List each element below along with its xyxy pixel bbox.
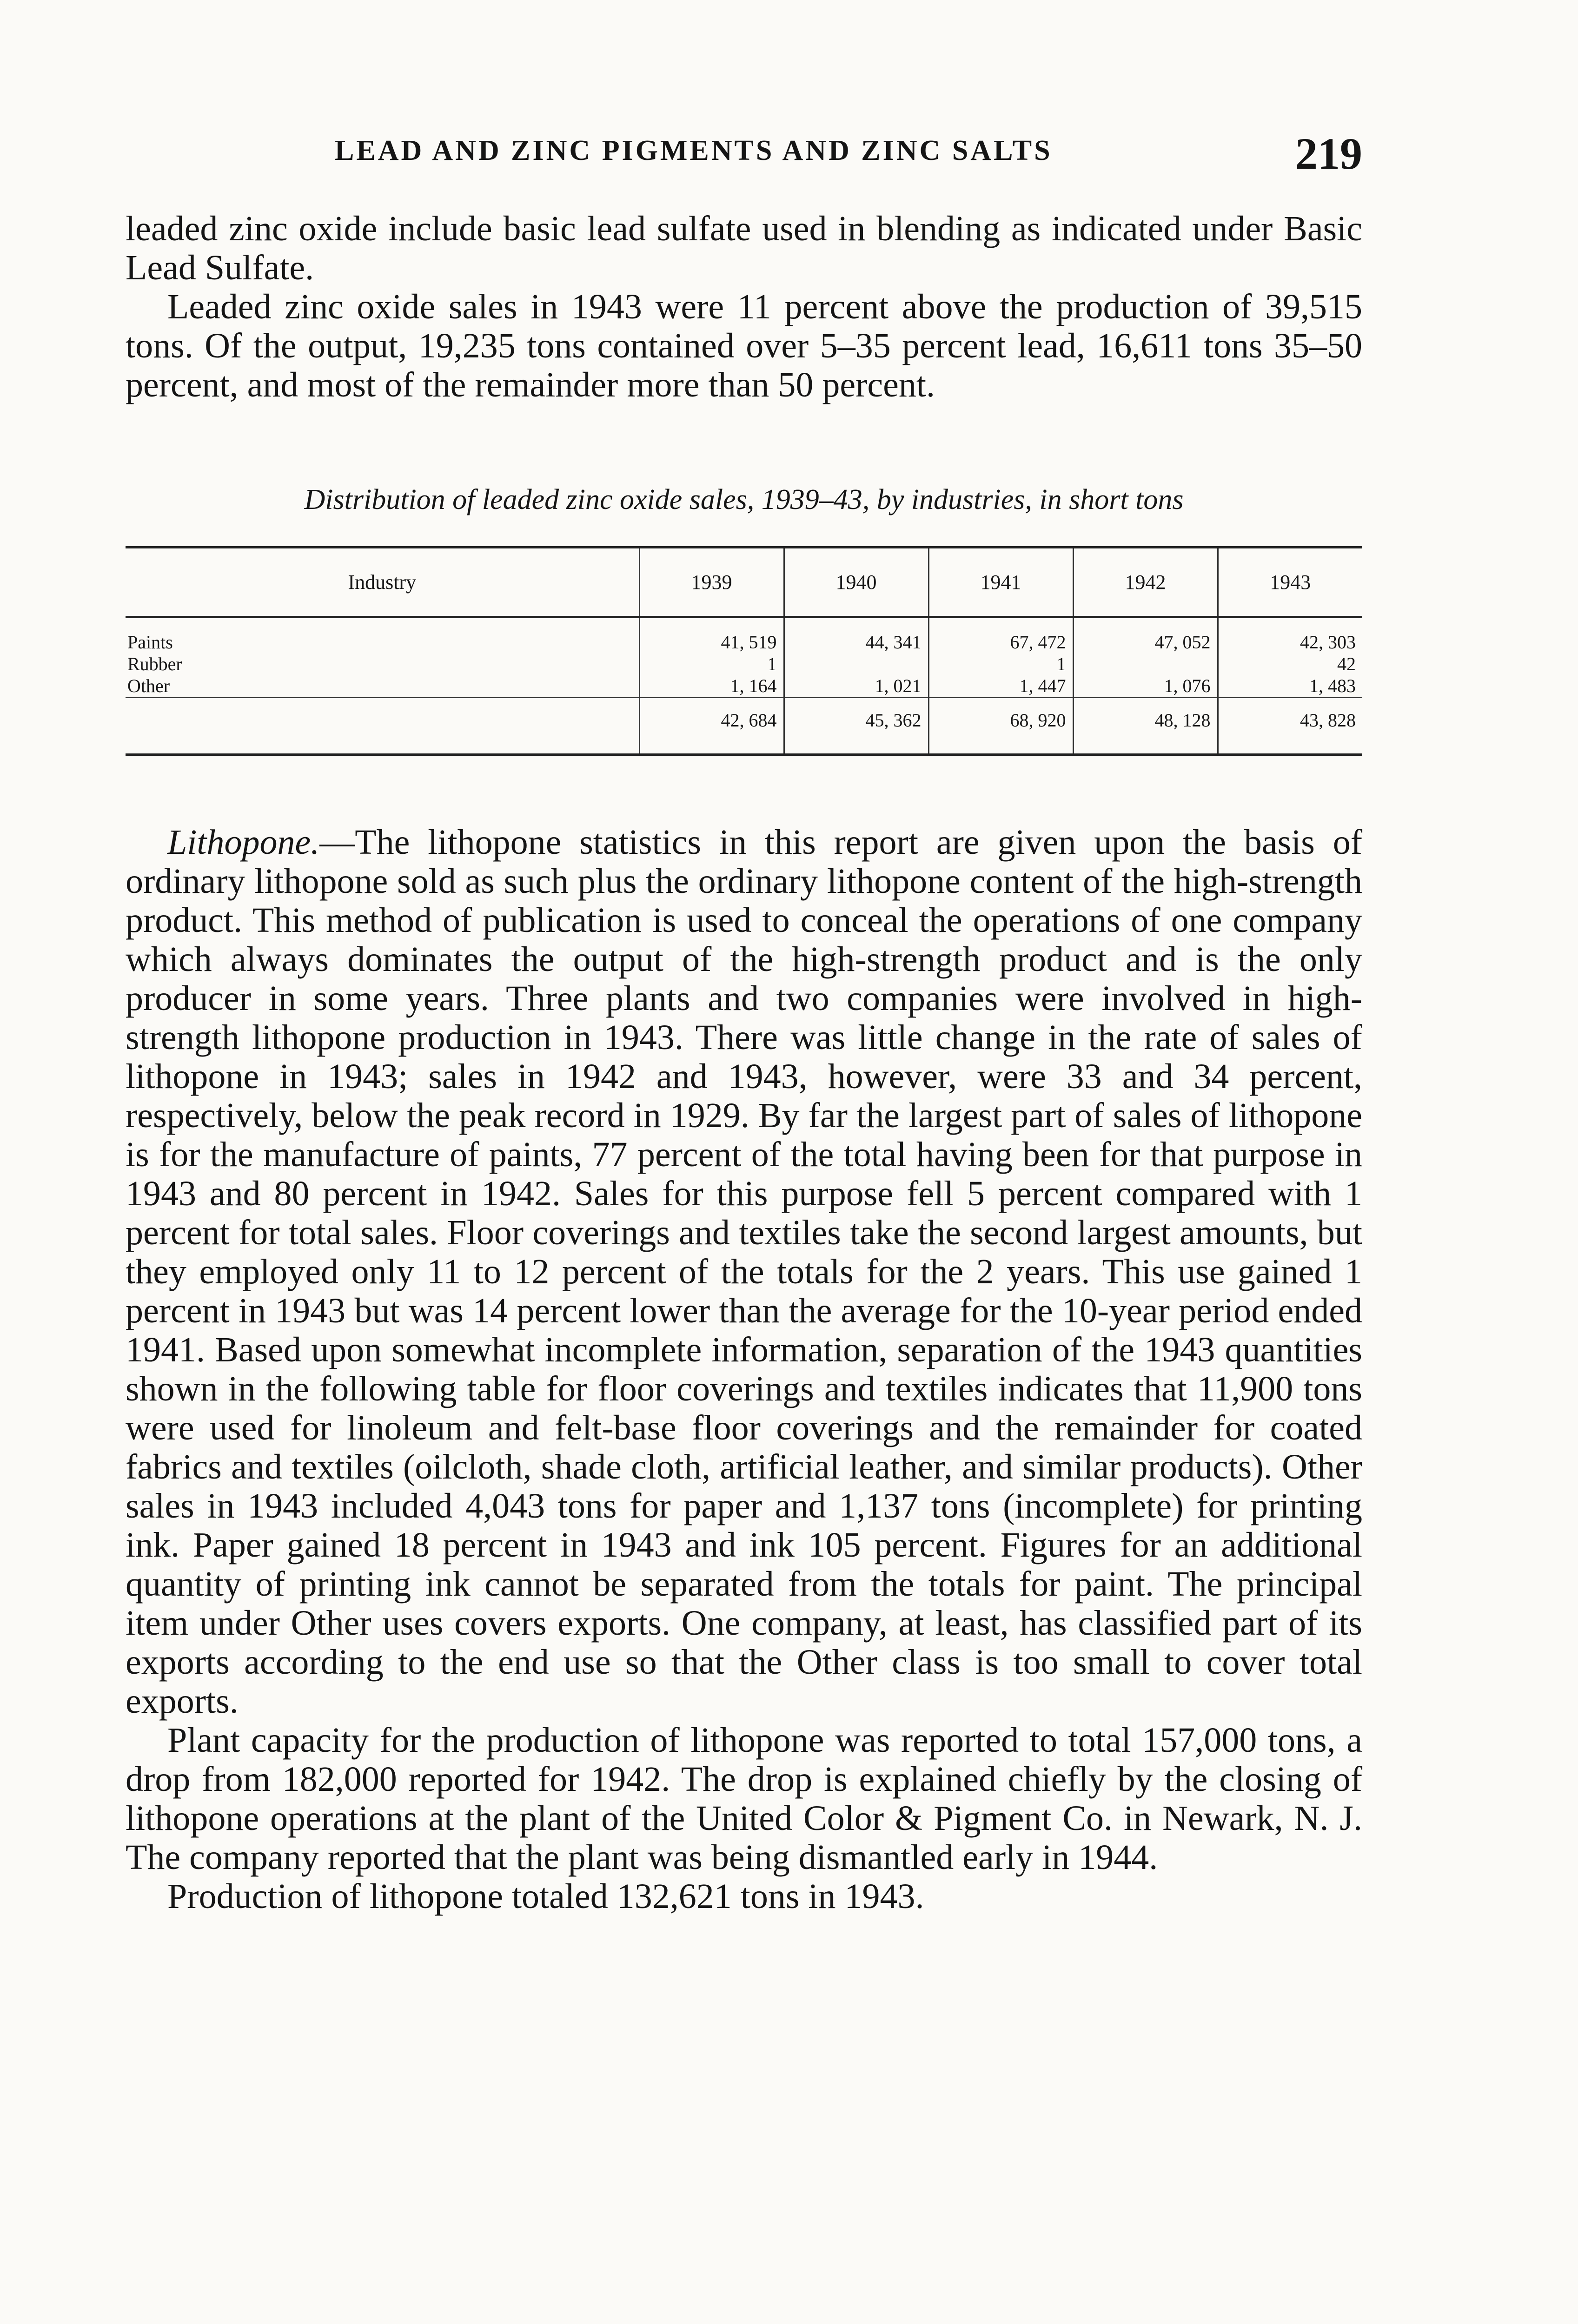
leaded-zinc-table (126, 546, 1362, 756)
table-cell: 1 (639, 653, 784, 675)
paragraph-production: Production of lithopone totaled 132,621 tons in 1943. (167, 1877, 924, 1916)
table-total-cell: 45, 362 (784, 698, 928, 755)
total-label-cell (126, 698, 639, 755)
table-header-row (126, 548, 1362, 617)
column-header-1942: 1942 (1073, 548, 1218, 617)
table-cell: 1, 076 (1073, 675, 1218, 698)
table-row (126, 675, 1362, 698)
table-cell: 1, 021 (784, 675, 928, 698)
table-cell: 1, 447 (928, 675, 1073, 698)
paragraph-leaded-zinc-sales: Leaded zinc oxide sales in 1943 were 11 percent above the production of 39,515 tons. Of the output, 19,235 tons contained over 5–35 percent lead, 16,611 tons 35–50 percent, and most of the remainder more than 50 percent. (126, 287, 1362, 404)
page-number: 219 (1295, 129, 1362, 178)
table-cell: 1 (928, 653, 1073, 675)
table-cell (1073, 653, 1218, 675)
table-total-row (126, 698, 1362, 755)
column-header-1940: 1940 (784, 548, 928, 617)
table-row (126, 653, 1362, 675)
table-total-cell: 42, 684 (639, 698, 784, 755)
row-label-paints: Paints (127, 632, 173, 653)
lithopone-paragraph-text: —The lithopone statistics in this report are given upon the basis of ordinary lithopone sold as such plus the ordinary lithopone content of the high-strength product. This method of publication is used to conceal the operations of one company which always dominates the output of the high-strength product and is the only producer in some years. Three plants and two companies were involved in high-strength lithopone production in 1943. There was little change in the rate of sales of lithopone in 1943; sales in 1942 and 1943, however, were 33 and 34 percent, respectively, below the peak record in 1929. By far the largest part of sales of lithopone is for the manufacture of paints, 77 percent of the total having been for that purpose in 1943 and 80 percent in 1942. Sales for this purpose fell 5 percent compared with 1 percent for total sales. Floor coverings and textiles take the second largest amounts, but they employed only 11 to 12 percent of the totals for the 2 years. This use gained 1 percent in 1943 but was 14 percent lower than the average for the 10-year period ended 1941. Based upon somewhat incomplete information, separation of the 1943 quantities shown in the following table for floor coverings and textiles indicates that 11,900 tons were used for linoleum and felt-base floor coverings and the remainder for coated fabrics and textiles (oilcloth, shade cloth, artificial leather, and similar products). Other sales in 1943 included 4,043 tons for paper and 1,137 tons (incomplete) for printing ink. Paper gained 18 percent in 1943 and ink 105 percent. Figures for an additional quantity of printing ink cannot be separated from the totals for paint. The principal item under Other uses covers exports. One company, at least, has classified part of its exports according to the end use so that the Other class is too small to cover total exports. (126, 823, 1362, 1721)
table-caption: Distribution of leaded zinc oxide sales, 1939–43, by industries, in short tons (304, 484, 1184, 515)
column-header-1939: 1939 (639, 548, 784, 617)
table-cell: 47, 052 (1073, 617, 1218, 654)
paragraph-continued: leaded zinc oxide include basic lead sulfate used in blending as indicated under Basic Lead Sulfate. (126, 209, 1362, 287)
top-text-block (126, 209, 1362, 404)
table-total-cell: 43, 828 (1218, 698, 1362, 755)
table-total-cell: 48, 128 (1073, 698, 1218, 755)
table-cell: 67, 472 (928, 617, 1073, 654)
paragraph-plant-capacity: Plant capacity for the production of lithopone was reported to total 157,000 tons, a drop from 182,000 reported for 1942. The drop is explained chiefly by the closing of lithopone operations at the plant of the United Color & Pigment Co. in Newark, N. J. The company reported that the plant was being dismantled early in 1944. (126, 1721, 1362, 1877)
column-header-1941: 1941 (928, 548, 1073, 617)
column-header-industry: Industry (126, 548, 639, 617)
table-row (126, 617, 1362, 654)
page-header (126, 128, 1362, 179)
row-label-other: Other (127, 675, 170, 696)
lithopone-section (126, 823, 1362, 1916)
paragraph-lithopone-statistics (126, 823, 1362, 1721)
table-cell: 1, 164 (639, 675, 784, 698)
table-cell: 41, 519 (639, 617, 784, 654)
table-cell (784, 653, 928, 675)
table-cell: 1, 483 (1218, 675, 1362, 698)
table-cell: 42 (1218, 653, 1362, 675)
table-cell: 42, 303 (1218, 617, 1362, 654)
table-cell: 44, 341 (784, 617, 928, 654)
running-head: LEAD AND ZINC PIGMENTS AND ZINC SALTS (335, 135, 1053, 166)
lithopone-heading: Lithopone. (167, 823, 320, 862)
table-total-cell: 68, 920 (928, 698, 1073, 755)
column-header-1943: 1943 (1218, 548, 1362, 617)
row-label-rubber: Rubber (127, 654, 182, 674)
